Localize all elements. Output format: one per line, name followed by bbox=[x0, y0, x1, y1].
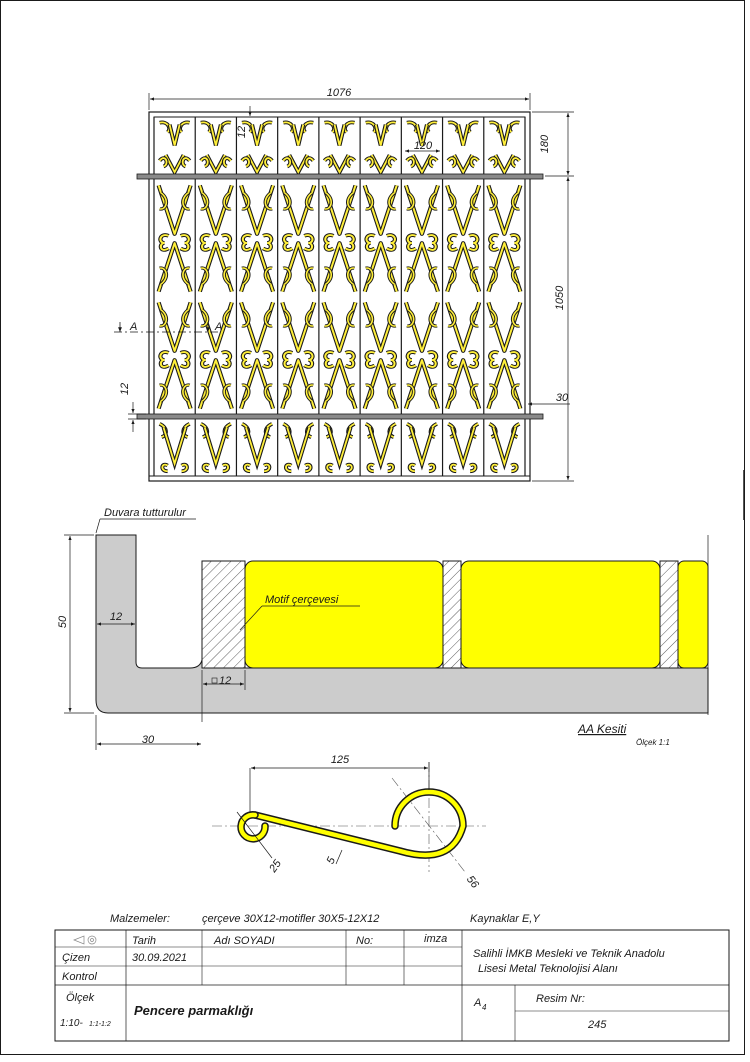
drawing-title: Pencere parmaklığı bbox=[134, 1003, 254, 1018]
sheet-size: A bbox=[474, 997, 482, 1009]
title-block bbox=[55, 930, 729, 1041]
sources: Kaynaklar E,Y bbox=[470, 913, 540, 925]
col-date: Tarih bbox=[132, 935, 157, 947]
dim-motif-thickness: 12 bbox=[219, 675, 232, 687]
upper-cross-bar bbox=[137, 174, 543, 179]
row-drawn: Çizen bbox=[62, 952, 91, 964]
sheet-size-sub: 4 bbox=[482, 1003, 487, 1012]
scale-label: Ölçek bbox=[66, 992, 95, 1004]
scale-value-small: 1:1-1:2 bbox=[89, 1021, 111, 1028]
col-no: No: bbox=[356, 935, 374, 947]
dim-bar-thickness-lower: 12 bbox=[119, 382, 131, 396]
scale-value: 1:10- bbox=[60, 1018, 83, 1029]
section-mark-left: A bbox=[130, 321, 138, 333]
motif-frame-section bbox=[245, 561, 443, 668]
school-line2: Lisesi Metal Teknolojisi Alanı bbox=[478, 963, 618, 975]
note-wall: Duvara tutturulur bbox=[104, 507, 186, 519]
dim-offset: 30 bbox=[555, 392, 569, 404]
dim-top: 180 bbox=[539, 134, 551, 154]
dim-height: 1050 bbox=[554, 285, 566, 311]
school-line1: Salihli İMKB Mesleki ve Teknik Anadolu bbox=[473, 948, 665, 960]
col-sign: imza bbox=[424, 933, 448, 945]
dim-motif-pitch: 120 bbox=[413, 140, 433, 152]
section-mark-right: A bbox=[215, 321, 223, 333]
note-motif-frame: Motif çerçevesi bbox=[265, 594, 339, 606]
dim-wall-thickness: 12 bbox=[109, 611, 123, 623]
dim-thickness: 5 bbox=[324, 855, 339, 867]
dim-section-height: 50 bbox=[57, 615, 69, 629]
drawing-no: 245 bbox=[588, 1019, 607, 1031]
projection-symbol-icon bbox=[74, 936, 96, 944]
grille-elevation bbox=[137, 112, 543, 481]
dim-scroll-length: 125 bbox=[330, 754, 350, 766]
dim-large-radius: 56 bbox=[463, 873, 481, 891]
row-check: Kontrol bbox=[62, 971, 97, 983]
col-name: Adı SOYADI bbox=[214, 935, 275, 947]
dim-small-radius: 25 bbox=[267, 857, 284, 875]
hatched-bar-section bbox=[202, 561, 245, 668]
scroll-detail bbox=[212, 754, 486, 891]
drawn-date: 30.09.2021 bbox=[132, 952, 188, 964]
drawing-no-label: Resim Nr: bbox=[536, 993, 585, 1005]
lower-cross-bar bbox=[137, 414, 543, 419]
materials-value: çerçeve 30X12-motifler 30X5-12X12 bbox=[202, 913, 380, 925]
materials-label: Malzemeler: bbox=[110, 913, 170, 925]
dim-width: 1076 bbox=[326, 87, 352, 99]
section-title: AA Kesiti bbox=[578, 722, 627, 736]
section-aa bbox=[57, 507, 708, 750]
section-scale: Ölçek 1:1 bbox=[636, 738, 670, 747]
dim-bar-thickness: 12 bbox=[236, 125, 248, 139]
dim-base: 30 bbox=[141, 734, 155, 746]
